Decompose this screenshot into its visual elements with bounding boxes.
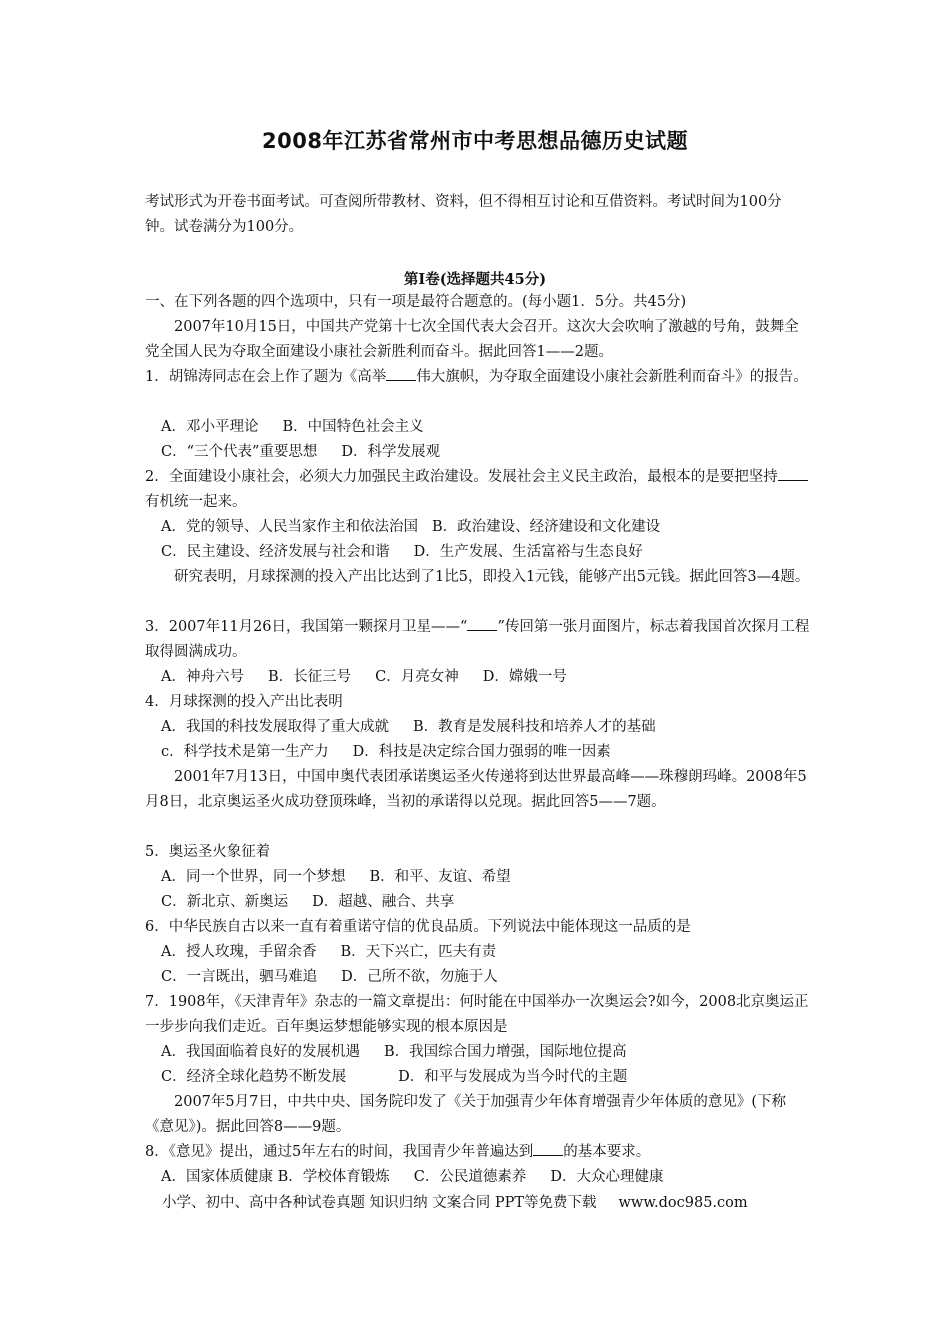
part-instruction: 一、在下列各题的四个选项中，只有一项是最符合题意的。(每小题1．5分。共45分): [145, 294, 687, 310]
question-7-options-row1: [145, 1040, 810, 1065]
question-1-options-row2: [145, 440, 810, 465]
context-2: 研究表明，月球探测的投入产出比达到了1比5，即投入1元钱，能够产出5元钱。据此回答3—4题。: [174, 569, 810, 585]
answer-blank: [533, 1143, 563, 1156]
option-d: D．己所不欲，勿施于人: [341, 969, 498, 985]
option-a: A．党的领导、人民当家作主和依法治国: [161, 519, 418, 535]
question-3-options: [145, 665, 810, 690]
option-b: B．和平、友谊、希望: [369, 869, 511, 885]
question-8-stem: 8．《意见》提出，通过5年左右的时间，我国青少年普遍达到 的基本要求。: [145, 1144, 651, 1160]
question-6-options-row2: [145, 965, 810, 990]
question-5-options-row2: [145, 890, 810, 915]
footer-text: 小学、初中、高中各种试卷真题 知识归纳 文案合同 PPT等免费下载: [162, 1195, 597, 1211]
option-a: A．授人玫瑰，手留余香: [161, 944, 317, 960]
question-8-options: [145, 1165, 810, 1190]
question-4-stem: 4．月球探测的投入产出比表明: [145, 694, 343, 710]
question-2-options-row2: [145, 540, 810, 565]
option-a: A．同一个世界，同一个梦想: [161, 869, 346, 885]
option-c: C．民主建设、经济发展与社会和谐: [161, 544, 390, 560]
option-c: C．经济全球化趋势不断发展: [161, 1069, 347, 1085]
option-a: A．我国的科技发展取得了重大成就: [161, 719, 389, 735]
question-1-options-row1: [145, 415, 810, 440]
page-footer: [162, 1191, 748, 1212]
option-d: D．科学发展观: [341, 444, 441, 460]
option-b: B．政治建设、经济建设和文化建设: [431, 519, 661, 535]
option-d: D．科技是决定综合国力强弱的唯一因素: [352, 744, 611, 760]
question-5-options-row1: [145, 865, 810, 890]
answer-blank: [778, 468, 808, 481]
option-d: D．大众心理健康: [550, 1169, 664, 1185]
answer-blank: [467, 618, 497, 631]
option-a: A．国家体质健康: [161, 1169, 273, 1185]
context-4: 2007年5月7日，中共中央、国务院印发了《关于加强青少年体育增强青少年体质的意见》(下称《意见》)。据此回答8——9题。: [145, 1094, 787, 1135]
question-1-stem: 1．胡锦涛同志在会上作了题为《高举 伟大旗帜，为夺取全面建设小康社会新胜利而奋斗》的报告。: [145, 369, 808, 385]
section-title: 第Ⅰ卷(选择题共45分): [403, 271, 547, 288]
question-2-stem: 2．全面建设小康社会，必须大力加强民主政治建设。发展社会主义民主政治，最根本的是要把坚持有机统一起来。: [145, 465, 810, 515]
option-c: C．月亮女神: [375, 669, 459, 685]
option-c: C．“三个代表”重要思想: [161, 444, 318, 460]
option-d: D．嫦娥一号: [482, 669, 567, 685]
question-6-options-row1: [145, 940, 810, 965]
option-b: B．中国特色社会主义: [282, 419, 424, 435]
option-c: C．公民道德素养: [413, 1169, 527, 1185]
question-2-options-row1: [145, 515, 810, 540]
question-4-options-row2: [145, 740, 810, 765]
question-4-options-row1: [145, 715, 810, 740]
page-title: 2008年江苏省常州市中考思想品德历史试题: [262, 129, 688, 153]
option-b: B．学校体育锻炼: [277, 1169, 390, 1185]
question-6-stem: 6．中华民族自古以来一直有着重诺守信的优良品质。下列说法中能体现这一品质的是: [145, 919, 691, 935]
question-3-stem: 3．2007年11月26日，我国第一颗探月卫星——“ ”传回第一张月面图片，标志着我国首次探月工程取得圆满成功。: [145, 619, 810, 660]
option-a: A．邓小平理论: [161, 419, 259, 435]
option-b: B．天下兴亡，匹夫有责: [340, 944, 497, 960]
footer-url[interactable]: www.doc985.com: [618, 1195, 748, 1211]
option-d: D．生产发展、生活富裕与生态良好: [413, 544, 643, 560]
question-7-options-row2: [145, 1065, 810, 1090]
option-c: C．一言既出，驷马难追: [161, 969, 318, 985]
answer-blank: [386, 368, 416, 381]
option-c: C．新北京、新奥运: [161, 894, 289, 910]
option-b: B．我国综合国力增强，国际地位提高: [383, 1044, 627, 1060]
question-5-stem: 5．奥运圣火象征着: [145, 844, 271, 860]
option-b: B．长征三号: [267, 669, 352, 685]
option-c: c．科学技术是第一生产力: [161, 744, 329, 760]
context-1: 2007年10月15日，中国共产党第十七次全国代表大会召开。这次大会吹响了激越的号角，鼓舞全党全国人民为夺取全面建设小康社会新胜利而奋斗。据此回答1——2题。: [145, 319, 799, 360]
exam-intro: 考试形式为开卷书面考试。可查阅所带教材、资料，但不得相互讨论和互借资料。考试时间为100分钟。试卷满分为100分。: [145, 194, 782, 235]
option-d: D．和平与发展成为当今时代的主题: [398, 1069, 628, 1085]
question-7-stem: 7．1908年，《天津青年》杂志的一篇文章提出：何时能在中国举办一次奥运会?如今，2008北京奥运正一步步向我们走近。百年奥运梦想能够实现的根本原因是: [145, 994, 809, 1035]
context-3: 2001年7月13日，中国申奥代表团承诺奥运圣火传递将到达世界最高峰——珠穆朗玛峰。2008年5月8日，北京奥运圣火成功登顶珠峰，当初的承诺得以兑现。据此回答5——7题。: [145, 769, 807, 810]
option-b: B．教育是发展科技和培养人才的基础: [412, 719, 656, 735]
option-d: D．超越、融合、共享: [312, 894, 455, 910]
option-a: A．神舟六号: [161, 669, 244, 685]
option-a: A．我国面临着良好的发展机遇: [161, 1044, 360, 1060]
